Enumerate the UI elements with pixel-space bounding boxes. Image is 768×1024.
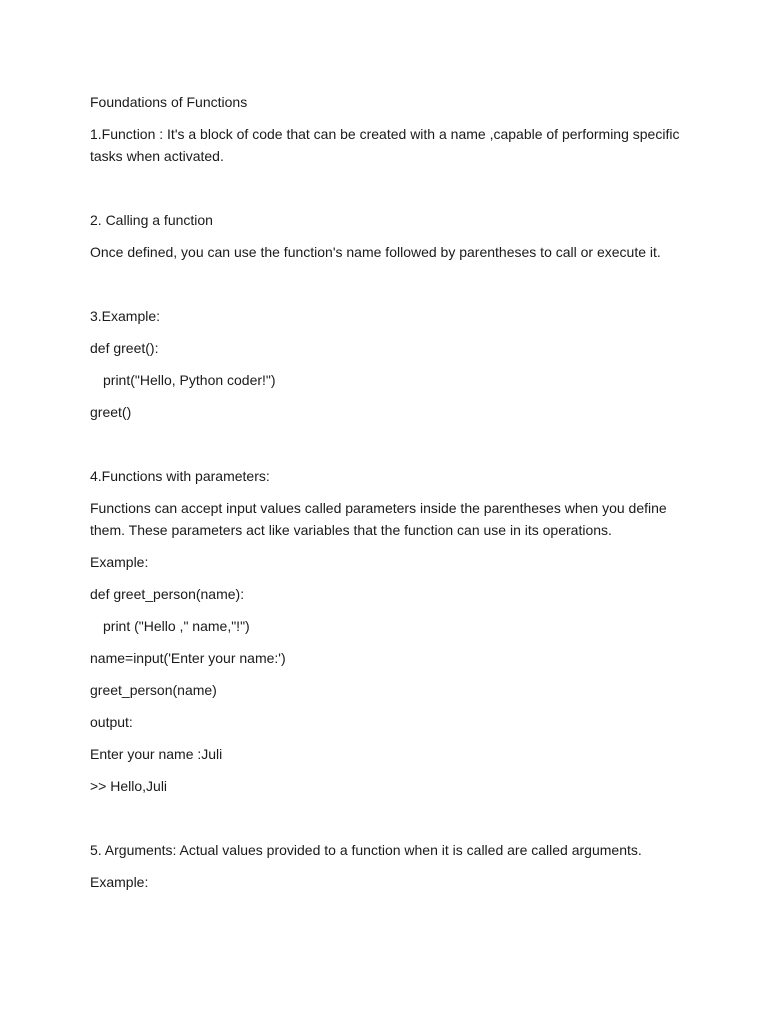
spacer [90, 177, 690, 209]
code-line: name=input('Enter your name:') [90, 650, 286, 666]
parameters-description: Functions can accept input values called parameters inside the parentheses when you define them. These parameters act like variables that the function can use in its operations. [90, 500, 671, 538]
code-line: greet() [90, 404, 132, 420]
code-line: print ("Hello ," name,"!") [103, 618, 250, 634]
document-body [90, 91, 690, 903]
section-heading-parameters: 4.Functions with parameters: [90, 468, 270, 484]
spacer [90, 273, 690, 305]
calling-description: Once defined, you can use the function's name followed by parentheses to call or execute it. [90, 244, 661, 260]
function-definition: 1.Function : It's a block of code that can be created with a name ,capable of performing specific tasks when activated. [90, 126, 684, 164]
example-label: Example: [90, 874, 149, 890]
code-line: def greet(): [90, 340, 159, 356]
arguments-description: 5. Arguments: Actual values provided to a function when it is called are called arguments. [90, 842, 642, 858]
output-label: output: [90, 714, 133, 730]
section-heading-calling: 2. Calling a function [90, 212, 213, 228]
spacer [90, 433, 690, 465]
document-title: Foundations of Functions [90, 94, 248, 110]
section-heading-example: 3.Example: [90, 308, 161, 324]
code-line: print("Hello, Python coder!") [103, 372, 276, 388]
code-line: def greet_person(name): [90, 586, 245, 602]
output-line: >> Hello,Juli [90, 778, 168, 794]
code-line: greet_person(name) [90, 682, 217, 698]
spacer [90, 807, 690, 839]
example-label: Example: [90, 554, 149, 570]
output-line: Enter your name :Juli [90, 746, 223, 762]
